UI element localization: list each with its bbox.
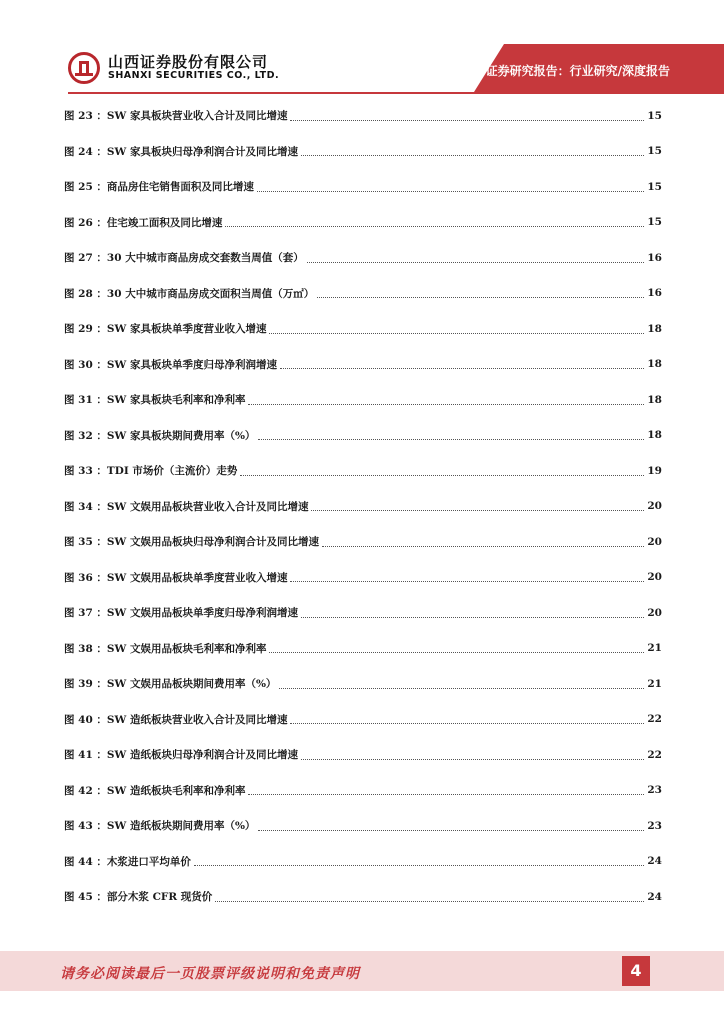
toc-entry-label: 图 35 ：SW 文娱用品板块归母净利润合计及同比增速 bbox=[64, 536, 319, 549]
toc-leader-dots bbox=[280, 367, 644, 369]
toc-entry[interactable] bbox=[64, 169, 662, 205]
toc-entry[interactable] bbox=[64, 737, 662, 773]
toc-entry-label: 图 36 ：SW 文娱用品板块单季度营业收入增速 bbox=[64, 571, 288, 584]
toc-entry-label: 图 41 ：SW 造纸板块归母净利润合计及同比增速 bbox=[64, 749, 298, 762]
toc-leader-dots bbox=[311, 509, 644, 511]
toc-entry[interactable] bbox=[64, 595, 662, 631]
toc-leader-dots bbox=[225, 225, 644, 227]
footer-disclaimer: 请务必阅读最后一页股票评级说明和免责声明 bbox=[60, 966, 360, 982]
toc-leader-dots bbox=[307, 261, 645, 263]
toc-entry-page: 18 bbox=[647, 322, 662, 335]
company-name-cn: 山西证券股份有限公司 bbox=[108, 53, 269, 71]
toc-entry-page: 21 bbox=[647, 642, 662, 655]
toc-leader-dots bbox=[317, 296, 644, 298]
toc-entry[interactable] bbox=[64, 382, 662, 418]
toc-entry-label: 图 43 ：SW 造纸板块期间费用率（%） bbox=[64, 820, 256, 833]
toc-entry-page: 20 bbox=[647, 571, 662, 584]
toc-entry-label: 图 29 ：SW 家具板块单季度营业收入增速 bbox=[64, 323, 267, 336]
toc-entry-label: 图 45 ：部分木浆 CFR 现货价 bbox=[64, 891, 213, 904]
toc-entry-page: 16 bbox=[647, 287, 662, 300]
toc-entry[interactable] bbox=[64, 844, 662, 880]
toc-entry[interactable] bbox=[64, 418, 662, 454]
toc-leader-dots bbox=[248, 403, 644, 405]
toc-entry-page: 22 bbox=[647, 713, 662, 726]
toc-entry-page: 20 bbox=[647, 500, 662, 513]
toc-entry-page: 18 bbox=[647, 393, 662, 406]
page-number: 4 bbox=[622, 956, 650, 986]
toc-entry-label: 图 26 ：住宅竣工面积及同比增速 bbox=[64, 216, 223, 229]
toc-leader-dots bbox=[240, 474, 644, 476]
toc-entry-page: 20 bbox=[647, 535, 662, 548]
toc-entry-page: 23 bbox=[647, 819, 662, 832]
toc-entry-page: 20 bbox=[647, 606, 662, 619]
toc-entry[interactable] bbox=[64, 808, 662, 844]
toc-entry[interactable] bbox=[64, 240, 662, 276]
company-name-en: SHANXI SECURITIES CO., LTD. bbox=[108, 70, 280, 81]
toc-entry-label: 图 39 ：SW 文娱用品板块期间费用率（%） bbox=[64, 678, 277, 691]
toc-leader-dots bbox=[215, 900, 644, 902]
toc-entry-label: 图 34 ：SW 文娱用品板块营业收入合计及同比增速 bbox=[64, 500, 309, 513]
toc-entry-page: 15 bbox=[647, 216, 662, 229]
toc-leader-dots bbox=[301, 758, 644, 760]
toc-entry[interactable] bbox=[64, 879, 662, 915]
toc-entry[interactable] bbox=[64, 524, 662, 560]
toc-entry-page: 18 bbox=[647, 429, 662, 442]
toc-entry[interactable] bbox=[64, 453, 662, 489]
toc-leader-dots bbox=[301, 154, 644, 156]
toc-leader-dots bbox=[290, 119, 644, 121]
toc-entry-label: 图 40 ：SW 造纸板块营业收入合计及同比增速 bbox=[64, 713, 288, 726]
toc-entry[interactable] bbox=[64, 631, 662, 667]
table-of-figures bbox=[64, 98, 662, 915]
report-type: 证券研究报告：行业研究/深度报告 bbox=[485, 64, 670, 78]
toc-entry-page: 15 bbox=[647, 109, 662, 122]
toc-entry-label: 图 30 ：SW 家具板块单季度归母净利润增速 bbox=[64, 358, 277, 371]
toc-leader-dots bbox=[269, 651, 644, 653]
toc-entry-page: 22 bbox=[647, 748, 662, 761]
toc-entry[interactable] bbox=[64, 205, 662, 241]
toc-entry-label: 图 24 ：SW 家具板块归母净利润合计及同比增速 bbox=[64, 145, 298, 158]
toc-leader-dots bbox=[258, 438, 644, 440]
toc-entry-label: 图 33 ：TDI 市场价（主流价）走势 bbox=[64, 465, 238, 478]
toc-entry[interactable] bbox=[64, 560, 662, 596]
toc-entry-label: 图 38 ：SW 文娱用品板块毛利率和净利率 bbox=[64, 642, 267, 655]
toc-entry-page: 18 bbox=[647, 358, 662, 371]
toc-entry[interactable] bbox=[64, 702, 662, 738]
toc-entry-label: 图 31 ：SW 家具板块毛利率和净利率 bbox=[64, 394, 246, 407]
toc-entry-label: 图 42 ：SW 造纸板块毛利率和净利率 bbox=[64, 784, 246, 797]
toc-leader-dots bbox=[269, 332, 644, 334]
toc-entry-page: 16 bbox=[647, 251, 662, 264]
toc-entry-label: 图 27 ：30 大中城市商品房成交套数当周值（套） bbox=[64, 252, 304, 265]
page-header bbox=[0, 0, 724, 96]
toc-entry[interactable] bbox=[64, 347, 662, 383]
toc-leader-dots bbox=[290, 722, 644, 724]
toc-entry[interactable] bbox=[64, 311, 662, 347]
toc-entry-label: 图 37 ：SW 文娱用品板块单季度归母净利润增速 bbox=[64, 607, 298, 620]
toc-entry[interactable] bbox=[64, 666, 662, 702]
toc-entry-page: 24 bbox=[647, 890, 662, 903]
company-logo-icon bbox=[68, 52, 100, 84]
toc-leader-dots bbox=[248, 793, 644, 795]
toc-entry[interactable] bbox=[64, 98, 662, 134]
header-divider bbox=[68, 92, 724, 94]
toc-entry-page: 15 bbox=[647, 180, 662, 193]
toc-leader-dots bbox=[322, 545, 644, 547]
toc-leader-dots bbox=[301, 616, 644, 618]
toc-entry[interactable] bbox=[64, 489, 662, 525]
toc-leader-dots bbox=[258, 829, 644, 831]
toc-entry-label: 图 25 ：商品房住宅销售面积及同比增速 bbox=[64, 181, 254, 194]
toc-entry-page: 24 bbox=[647, 855, 662, 868]
toc-entry-page: 19 bbox=[647, 464, 662, 477]
toc-entry-page: 21 bbox=[647, 677, 662, 690]
toc-leader-dots bbox=[194, 864, 644, 866]
toc-entry-label: 图 23 ：SW 家具板块营业收入合计及同比增速 bbox=[64, 110, 288, 123]
toc-entry-page: 15 bbox=[647, 145, 662, 158]
toc-leader-dots bbox=[279, 687, 644, 689]
toc-entry-label: 图 44 ：木浆进口平均单价 bbox=[64, 855, 191, 868]
toc-entry-label: 图 32 ：SW 家具板块期间费用率（%） bbox=[64, 429, 256, 442]
toc-entry-label: 图 28 ：30 大中城市商品房成交面积当周值（万㎡） bbox=[64, 287, 315, 300]
toc-entry-page: 23 bbox=[647, 784, 662, 797]
toc-entry[interactable] bbox=[64, 773, 662, 809]
toc-leader-dots bbox=[257, 190, 644, 192]
toc-leader-dots bbox=[290, 580, 644, 582]
toc-entry[interactable] bbox=[64, 276, 662, 312]
toc-entry[interactable] bbox=[64, 134, 662, 170]
